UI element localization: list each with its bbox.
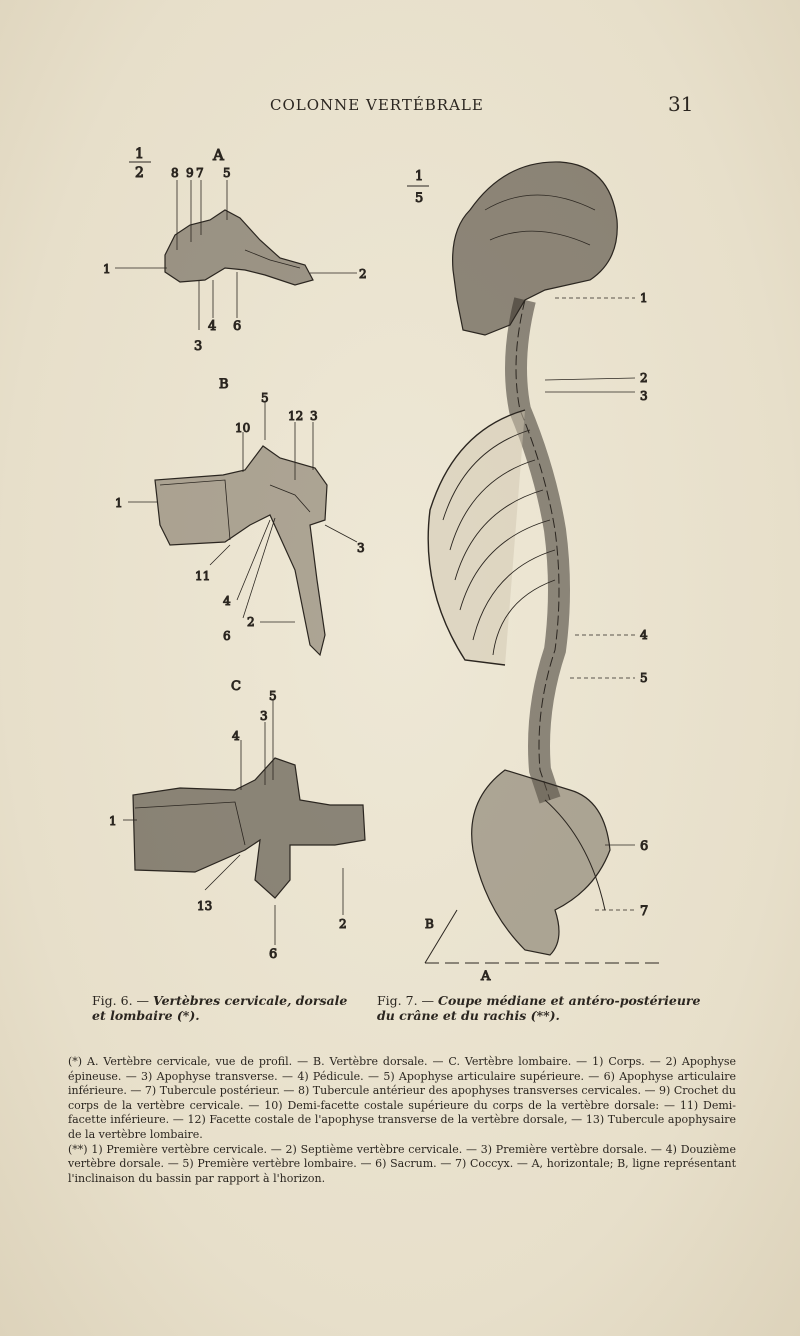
c-label-1: 1 (109, 814, 117, 828)
a-label-1: 1 (103, 262, 111, 276)
page-number: 31 (668, 92, 694, 116)
figure-6-illustration (95, 140, 385, 970)
figure-7-illustration (395, 150, 695, 985)
pelvis-sacrum-drawing (472, 770, 610, 955)
c-label-5: 5 (269, 689, 277, 703)
a-label-4: 4 (208, 319, 217, 334)
panel-a-cervical-vertebra (103, 146, 367, 354)
b-label-10: 10 (235, 421, 251, 435)
panel-c-letter: C (231, 679, 241, 694)
figure-7-caption-number: Fig. 7. — (377, 993, 435, 1008)
c-label-3: 3 (260, 709, 268, 723)
a-label-6: 6 (233, 319, 242, 334)
panel-a-scale-den: 2 (135, 165, 144, 181)
fig7-label-7: 7 (640, 904, 649, 919)
footnotes (68, 1055, 736, 1186)
fig7-label-1: 1 (640, 291, 648, 305)
fig7-scale-den: 5 (415, 191, 424, 206)
running-title: COLONNE VERTÉBRALE (270, 96, 484, 114)
b-label-12: 12 (288, 409, 304, 423)
b-label-1: 1 (115, 496, 123, 510)
c-label-13: 13 (197, 899, 213, 913)
c-label-4: 4 (232, 729, 240, 743)
b-label-2: 2 (247, 615, 255, 629)
spinal-column-drawing (516, 300, 559, 800)
fig7-scale-num: 1 (415, 169, 424, 184)
panel-b-dorsal-vertebra (115, 377, 365, 655)
fig7-label-4: 4 (640, 628, 648, 642)
a-label-5: 5 (223, 166, 231, 180)
running-head (0, 92, 800, 120)
panel-a-scale-num: 1 (135, 146, 144, 162)
b-label-3: 3 (310, 409, 318, 423)
b-label-4: 4 (223, 594, 231, 608)
a-label-2: 2 (359, 267, 367, 281)
fig7-label-2: 2 (640, 371, 648, 385)
skull-drawing (453, 162, 618, 335)
c-label-2: 2 (339, 917, 347, 931)
b-label-11: 11 (195, 569, 211, 583)
panel-c-lumbar-vertebra (109, 679, 365, 962)
panel-a-letter: A (213, 146, 224, 164)
panel-b-letter: B (219, 377, 229, 392)
a-label-9: 9 (186, 166, 194, 180)
a-label-3: 3 (194, 339, 203, 354)
figure-6-caption-title: Vertèbres cervicale, dorsale et lombaire (*). (92, 993, 348, 1023)
fig7-label-B: B (425, 917, 434, 931)
footnote-figure-6: (*) A. Vertèbre cervicale, vue de profil. — B. Vertèbre dorsale. — C. Vertèbre lombaire. — 1) Corps. — 2) Apophyse épineuse. — 3) Apophyse transverse. — 4) Pédicule. — 5) Apophyse articulaire supérieure. — 6) Apophyse articulaire inférieure. — 7) Tubercule postérieur. — 8) Tubercule antérieur des apophyses transverses cervicales. — 9) Crochet du corps de la vertèbre cervicale. — 10) Demi-facette costale supérieure du corps de la vertèbre dorsale: — 11) Demi-facette inférieure. — 12) Facette costale de l'apophyse transverse de la vertèbre dorsale, — 13) Tubercule apophysaire de la vertèbre lombaire. (68, 1055, 736, 1141)
fig7-label-5: 5 (640, 671, 648, 685)
figure-7-caption-title: Coupe médiane et antéro-postérieure du crâne et du rachis (**). (377, 993, 701, 1023)
fig7-label-6: 6 (640, 839, 649, 854)
b-label-5: 5 (261, 391, 269, 405)
b-label-3b: 3 (357, 541, 365, 555)
figure-7-caption (377, 993, 707, 1023)
footnote-figure-7: (**) 1) Première vertèbre cervicale. — 2) Septième vertèbre cervicale. — 3) Première vertèbre dorsale. — 4) Douzième vertèbre dorsale. — 5) Première vertèbre lombaire. — 6) Sacrum. — 7) Coccyx. — A, horizontale; B, ligne représentant l'inclinaison du bassin par rapport à l'horizon. (68, 1142, 736, 1185)
figure-6-caption (92, 993, 362, 1023)
b-label-6: 6 (223, 629, 231, 643)
c-label-6: 6 (269, 947, 278, 962)
a-label-7: 7 (196, 166, 204, 180)
figure-6-caption-number: Fig. 6. — (92, 993, 150, 1008)
fig7-label-A: A (481, 969, 491, 984)
fig7-label-3: 3 (640, 389, 648, 403)
a-label-8: 8 (171, 166, 179, 180)
